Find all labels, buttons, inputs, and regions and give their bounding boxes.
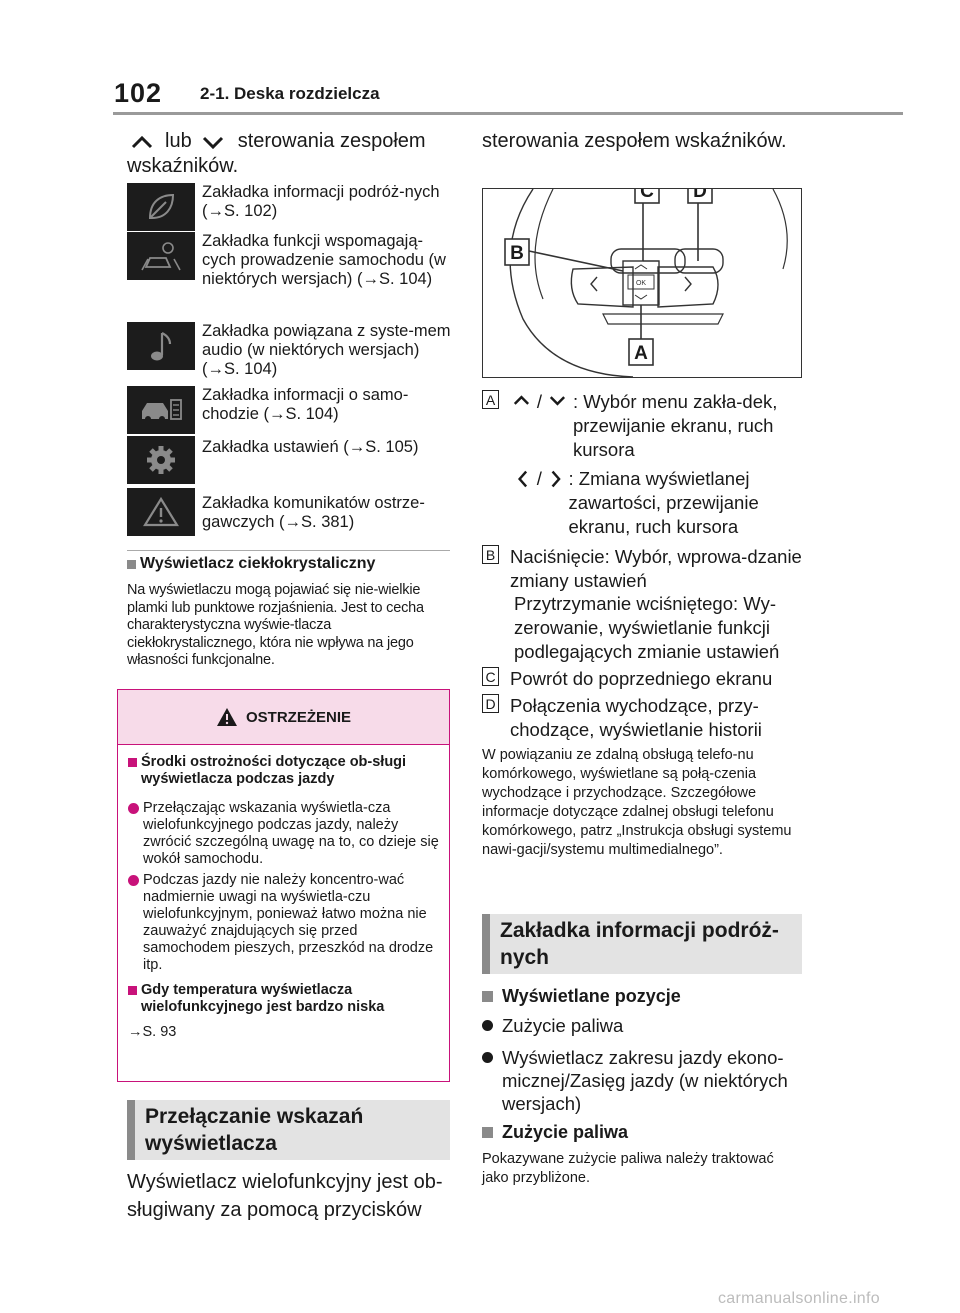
tab-row-assist (127, 232, 452, 289)
square-bullet-icon (127, 560, 136, 569)
warning-reference: →S. 93 (128, 1024, 177, 1040)
bullet-dot-icon (128, 875, 139, 886)
item-a: A / : Wybór menu zakła-dek, przewijanie ekranu, ruch kursora (482, 390, 802, 462)
chevron-up-icon (510, 390, 533, 410)
warning-sub-2: Gdy temperatura wyświetlacza wielofunkcyjnego jest bardzo niska (128, 982, 439, 1016)
item-b: B Naciśnięcie: Wybór, wprowa-dzanie zmiany ustawień (482, 545, 802, 593)
lcd-text: Na wyświetlaczu mogą pojawiać się nie-wielkie plamki lub punktowe rozjaśnienia. Jest to cecha charakterystyczna wyświe-tlacza ciekłokrystalicznego, która nie wpływa na jego własności funkcjonalne. (127, 582, 424, 668)
leaf-icon (127, 183, 195, 231)
callout-b: B (510, 243, 524, 264)
tab-text-trip: Zakładka informacji podróż-nych (→S. 102) (202, 183, 440, 220)
bullet-dot-icon (128, 803, 139, 814)
tab-text-settings: Zakładka ustawień (→S. 105) (202, 438, 419, 456)
chevron-down-icon (198, 132, 228, 152)
bullet-dot-icon (482, 1052, 493, 1063)
chevron-down-icon (546, 390, 569, 410)
music-note-icon (127, 322, 195, 370)
steering-wheel-illustration (482, 188, 802, 378)
tab-text-audio: Zakładka powiązana z syste-mem audio (w niektórych wersjach) (→S. 104) (202, 322, 451, 378)
warning-bullet-2: Podczas jazdy nie należy koncentro-wać nadmiernie uwagi na wyświetla-czu wielofunkcyjnym, ponieważ łatwo można nie zauważyć znajdujących się przed samochodem pieszych, przeszkód na drodze itp. (128, 872, 439, 974)
item-c: C Powrót do poprzedniego ekranu (482, 667, 802, 691)
car-info-icon (127, 386, 195, 434)
bullet-fuel: Zużycie paliwa (482, 1014, 807, 1037)
tab-row-trip (127, 183, 452, 231)
phone-note: W powiązaniu ze zdalną obsługą telefo-nu komórkowego, wyświetlane są połą-czenia wychodzące i przychodzące. Szczegółowe informacje dotyczące zdalnej obsługi telefonu komórkowego, patrz „Instrukcja obsługi systemu nawi-gacji/systemu multimedialnego”. (482, 747, 792, 858)
square-bullet-icon (482, 991, 493, 1002)
bullet-eco-range: Wyświetlacz zakresu jazdy ekono-micznej/Zasięg jazdy (w niektórych wersjach) (482, 1046, 807, 1115)
square-bullet-icon (128, 758, 137, 767)
lcd-divider (127, 550, 450, 551)
warning-sub-1: Środki ostrożności dotyczące ob-sługi wyświetlacza podczas jazdy (128, 754, 439, 788)
trip-heading: Zakładka informacji podróż-nych (482, 914, 802, 974)
item-d: D Połączenia wychodzące, przy-chodzące, wyświetlanie historii (482, 694, 802, 742)
warning-box (117, 689, 450, 1082)
tab-row-settings (127, 436, 452, 484)
warning-icon (127, 488, 195, 536)
square-bullet-icon (128, 986, 137, 995)
gear-icon (127, 436, 195, 484)
chevron-up-icon (127, 132, 157, 152)
intro-rest: sterowania zespołem (237, 130, 426, 152)
chevron-left-icon (514, 467, 533, 491)
displayed-items-heading: Wyświetlane pozycje (482, 986, 681, 1007)
intro-lub: lub (165, 130, 192, 152)
intro-line-2: wskaźników. (127, 155, 239, 177)
right-top-text: sterowania zespołem wskaźników. (482, 130, 787, 152)
fuel-heading: Zużycie paliwa (482, 1122, 628, 1143)
square-bullet-icon (482, 1127, 493, 1138)
tab-text-assist: Zakładka funkcji wspomagają-cych prowadzenie samochodu (w niektórych wersjach) (→S. 104) (202, 232, 446, 288)
ok-label: OK (635, 280, 647, 287)
callout-d: D (693, 189, 707, 202)
fuel-text: Pokazywane zużycie paliwa należy traktować jako przybliżone. (482, 1151, 774, 1186)
tab-row-warnings (127, 488, 452, 536)
tab-row-car (127, 386, 452, 434)
warning-header (118, 690, 449, 745)
intro-line (127, 130, 426, 153)
callout-a: A (634, 343, 648, 364)
item-a2: / : Zmiana wyświetlanej zawartości, przewijanie ekranu, ruch kursora (482, 467, 802, 539)
label-d: D (482, 694, 499, 713)
watermark: carmanualsonline.info (718, 1290, 880, 1307)
label-a: A (482, 390, 499, 409)
warning-triangle-icon (216, 707, 238, 727)
lcd-heading: Wyświetlacz ciekłokrystaliczny (127, 555, 375, 573)
page-number: 102 (114, 78, 163, 108)
warning-bullet-1: Przełączając wskazania wyświetla-cza wielofunkcyjnego podczas jazdy, należy zwrócić szczególną uwagę na to, co dzieje się wokół samochodu. (128, 800, 439, 868)
warning-title: OSTRZEŻENIE (245, 708, 351, 726)
tab-text-warnings: Zakładka komunikatów ostrze-gawczych (→S. 381) (202, 494, 425, 531)
switch-heading: Przełączanie wskazań wyświetlacza (127, 1100, 450, 1160)
tab-row-audio (127, 322, 452, 379)
chevron-right-icon (546, 467, 565, 491)
label-b: B (482, 545, 499, 564)
section-title: 2-1. Deska rozdzielcza (200, 84, 380, 103)
bullet-dot-icon (482, 1020, 493, 1031)
label-c: C (482, 667, 499, 686)
callout-c: C (640, 189, 654, 202)
driver-assist-icon (127, 232, 195, 280)
header-divider (113, 112, 903, 115)
switch-text: Wyświetlacz wielofunkcyjny jest ob-sługiwany za pomocą przycisków (127, 1171, 443, 1221)
item-b2: Przytrzymanie wciśniętego: Wy-zerowanie, wyświetlanie funkcji podlegających zmianie ustawień (514, 593, 780, 662)
tab-text-car: Zakładka informacji o samo-chodzie (→S. 104) (202, 386, 409, 423)
